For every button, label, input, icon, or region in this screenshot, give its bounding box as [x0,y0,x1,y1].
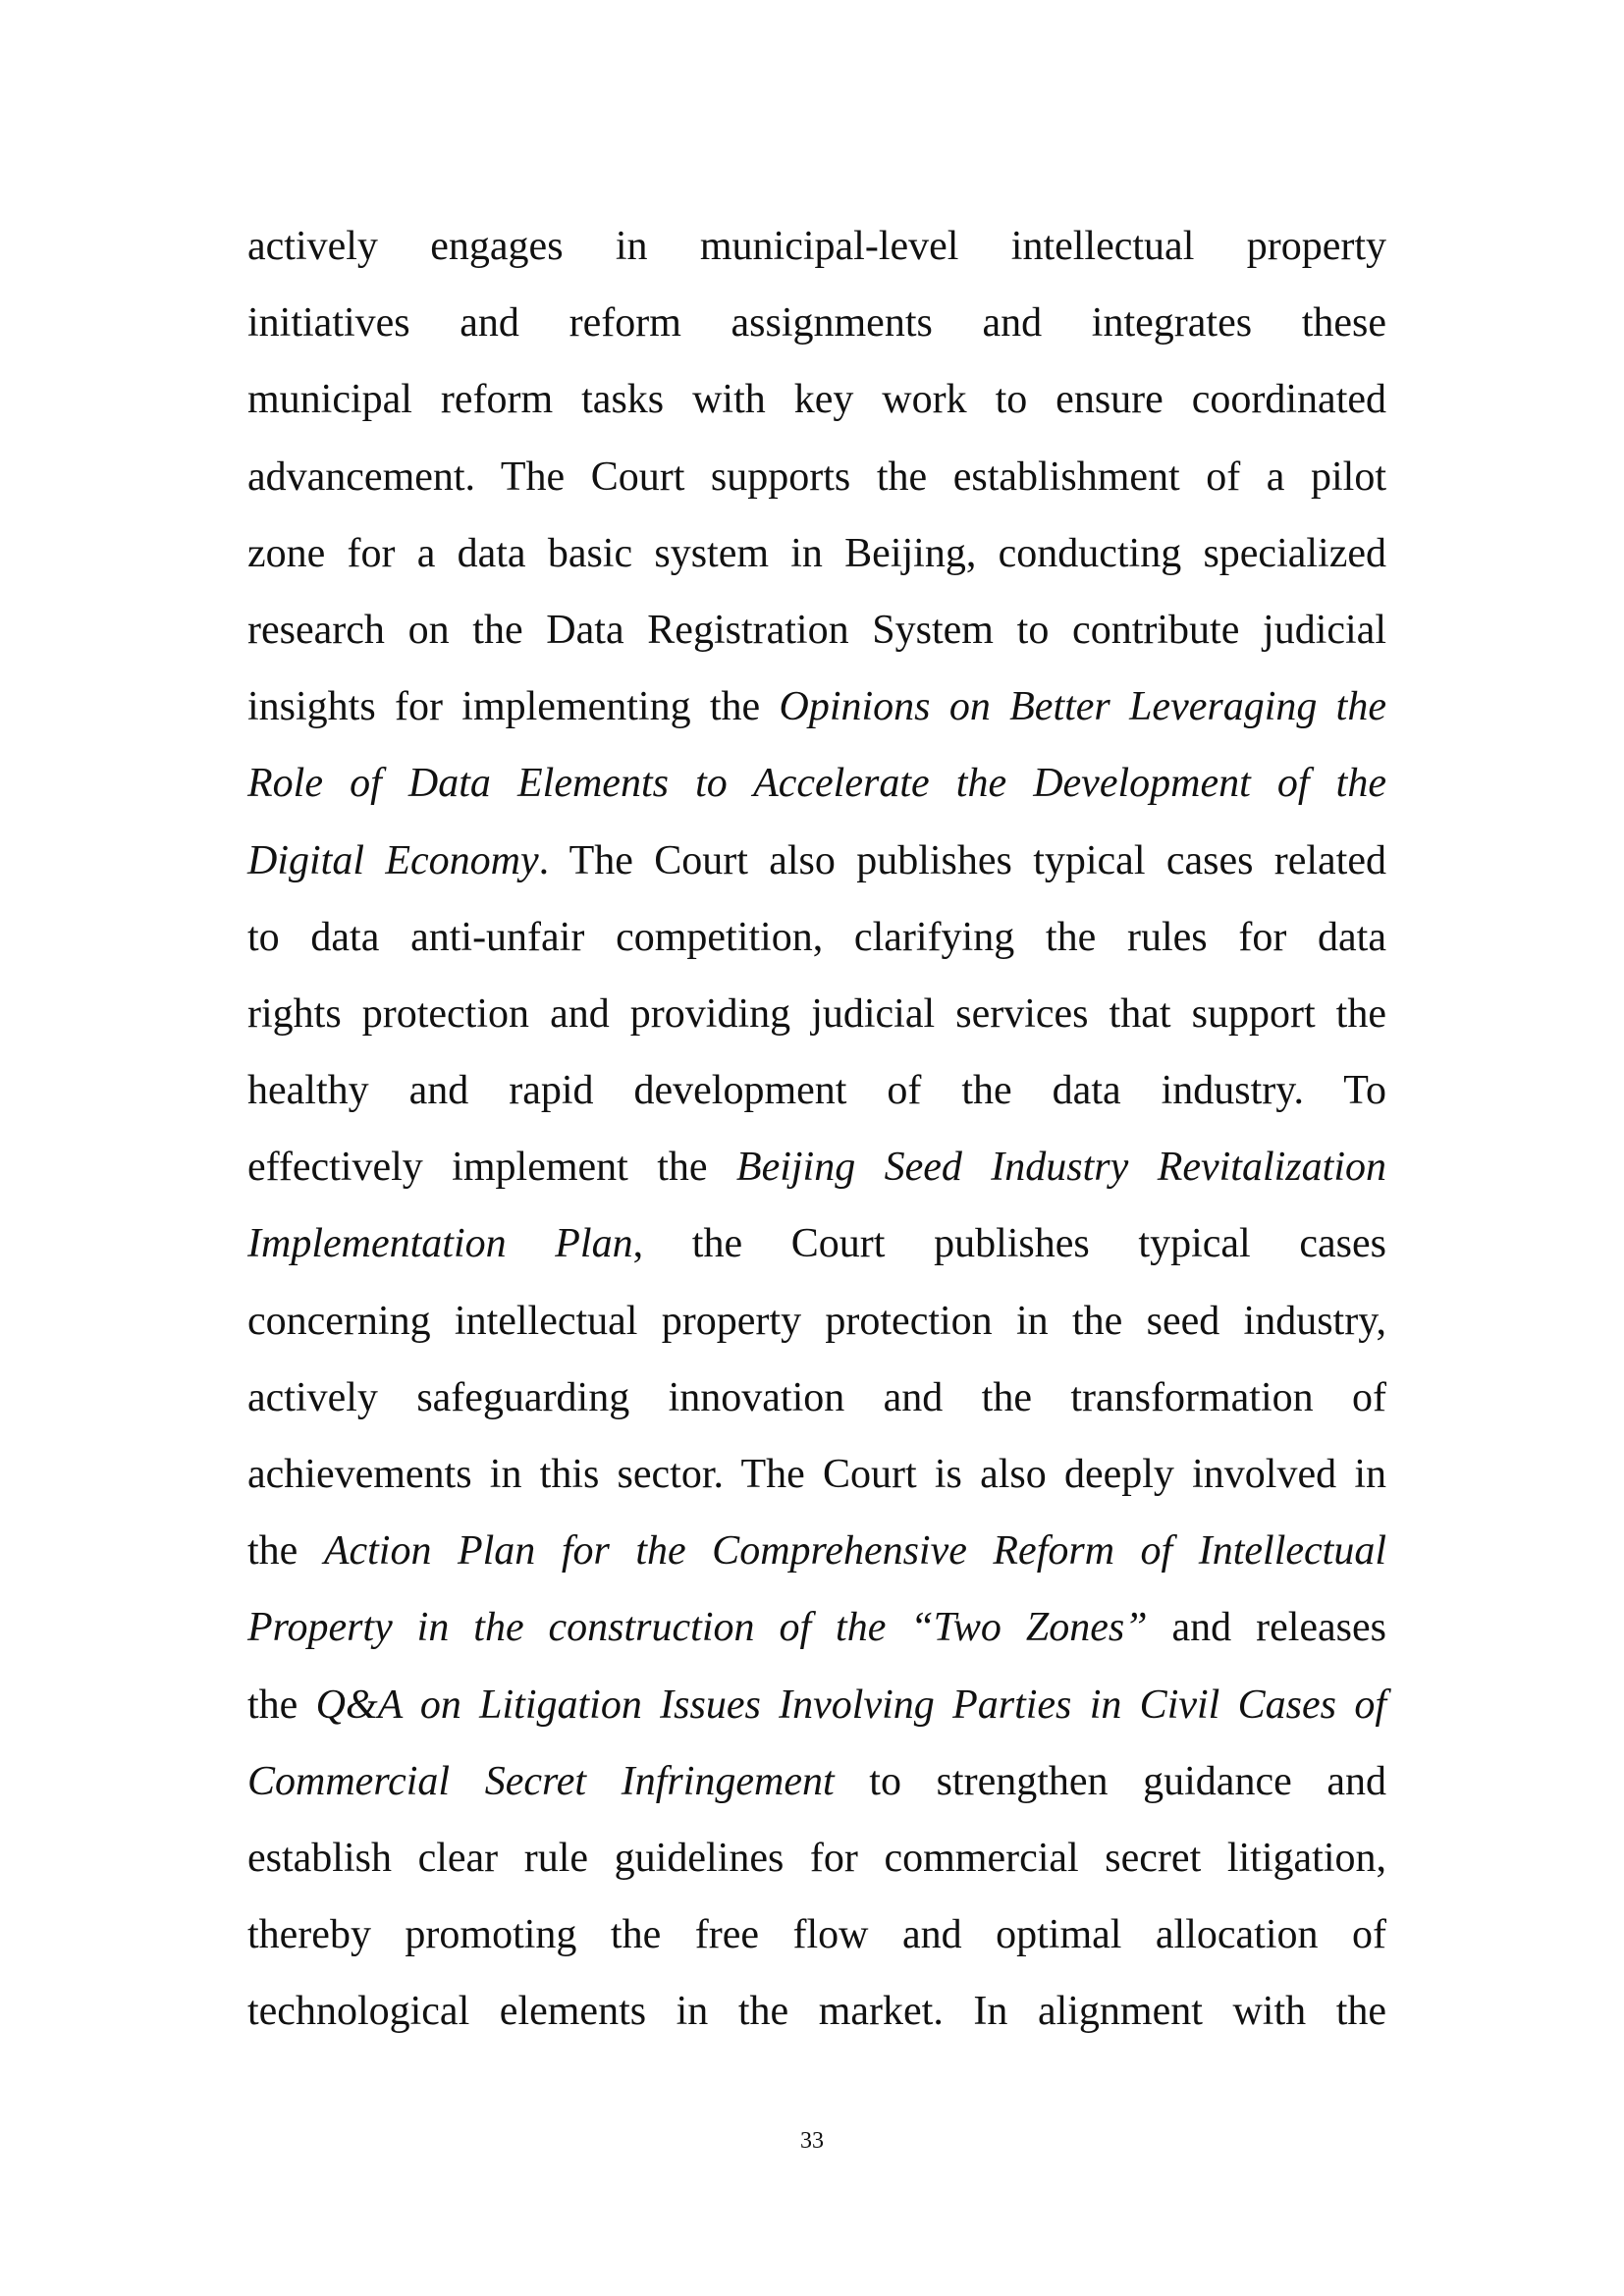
text-segment: healthy and rapid development of the data industry. To [247,1068,1386,1114]
italic-title-text: Beijing Seed Industry Revitalization [735,1145,1386,1191]
text-segment: to data anti-unfair competition, clarifying the rules for data [247,914,1386,960]
text-segment: achievements in this sector. The Court is also deeply involved in [247,1452,1386,1497]
text-line [247,1214,1386,1291]
text-line [247,754,1386,830]
text-line [247,908,1386,985]
text-line [247,601,1386,677]
text-segment: . The Court also publishes typical cases related [538,837,1386,883]
text-segment: to strengthen guidance and [834,1758,1386,1804]
text-segment: advancement. The Court supports the establishment of a pilot [247,454,1386,500]
text-line [247,370,1386,447]
text-line [247,217,1386,294]
text-segment: effectively implement the [247,1145,736,1191]
text-segment: municipal reform tasks with key work to ensure coordinated [247,377,1386,423]
italic-title-text: Implementation Plan [247,1221,633,1267]
text-line [247,831,1386,908]
text-line [247,1138,1386,1214]
text-segment: initiatives and reform assignments and integrates these [247,300,1386,347]
italic-title-text: Digital Economy [247,837,539,883]
text-segment: research on the Data Registration System to contribute judicial [247,607,1386,653]
text-line [247,1445,1386,1522]
text-segment: concerning intellectual property protection in the seed industry, [247,1298,1386,1344]
text-line [247,1829,1386,1905]
italic-title-text: Commercial Secret Infringement [247,1758,835,1804]
text-line [247,1522,1386,1598]
text-segment: technological elements in the market. In alignment with the [247,1989,1386,2035]
italic-title-text: Q&A on Litigation Issues Involving Parties in Civil Cases of [315,1682,1386,1728]
text-segment: establish clear rule guidelines for commercial secret litigation, [247,1835,1386,1881]
text-line [247,1292,1386,1368]
text-line [247,448,1386,524]
text-segment: rights protection and providing judicial services that support the [247,990,1386,1037]
text-line [247,1676,1386,1752]
text-segment: actively safeguarding innovation and the transformation of [247,1374,1386,1420]
text-line [247,1061,1386,1138]
text-line [247,985,1386,1061]
text-segment: insights for implementing the [247,684,780,730]
text-line [247,1905,1386,1982]
text-segment: the [247,1682,316,1728]
text-segment: and releases [1147,1605,1386,1651]
text-line [247,1982,1386,2058]
text-line [247,524,1386,601]
italic-title-text: Property in the construction of the “Two Zones” [247,1605,1148,1651]
italic-title-text: Opinions on Better Leveraging the [779,684,1386,730]
text-line [247,677,1386,754]
page-number: 33 [800,2128,824,2154]
text-segment: , the Court publishes typical cases [632,1221,1386,1267]
text-segment: zone for a data basic system in Beijing, conducting specialized [247,530,1386,576]
text-line [247,294,1386,370]
italic-title-text: Action Plan for the Comprehensive Reform of Intellectual [323,1528,1386,1575]
text-line [247,1598,1386,1675]
text-segment: the [247,1528,324,1575]
text-line [247,1752,1386,1829]
text-segment: thereby promoting the free flow and optimal allocation of [247,1912,1386,1958]
body-paragraph [247,217,1386,2059]
italic-title-text: Role of Data Elements to Accelerate the Development of the [247,761,1386,807]
text-line [247,1368,1386,1445]
text-segment: actively engages in municipal-level intellectual property [247,224,1386,269]
